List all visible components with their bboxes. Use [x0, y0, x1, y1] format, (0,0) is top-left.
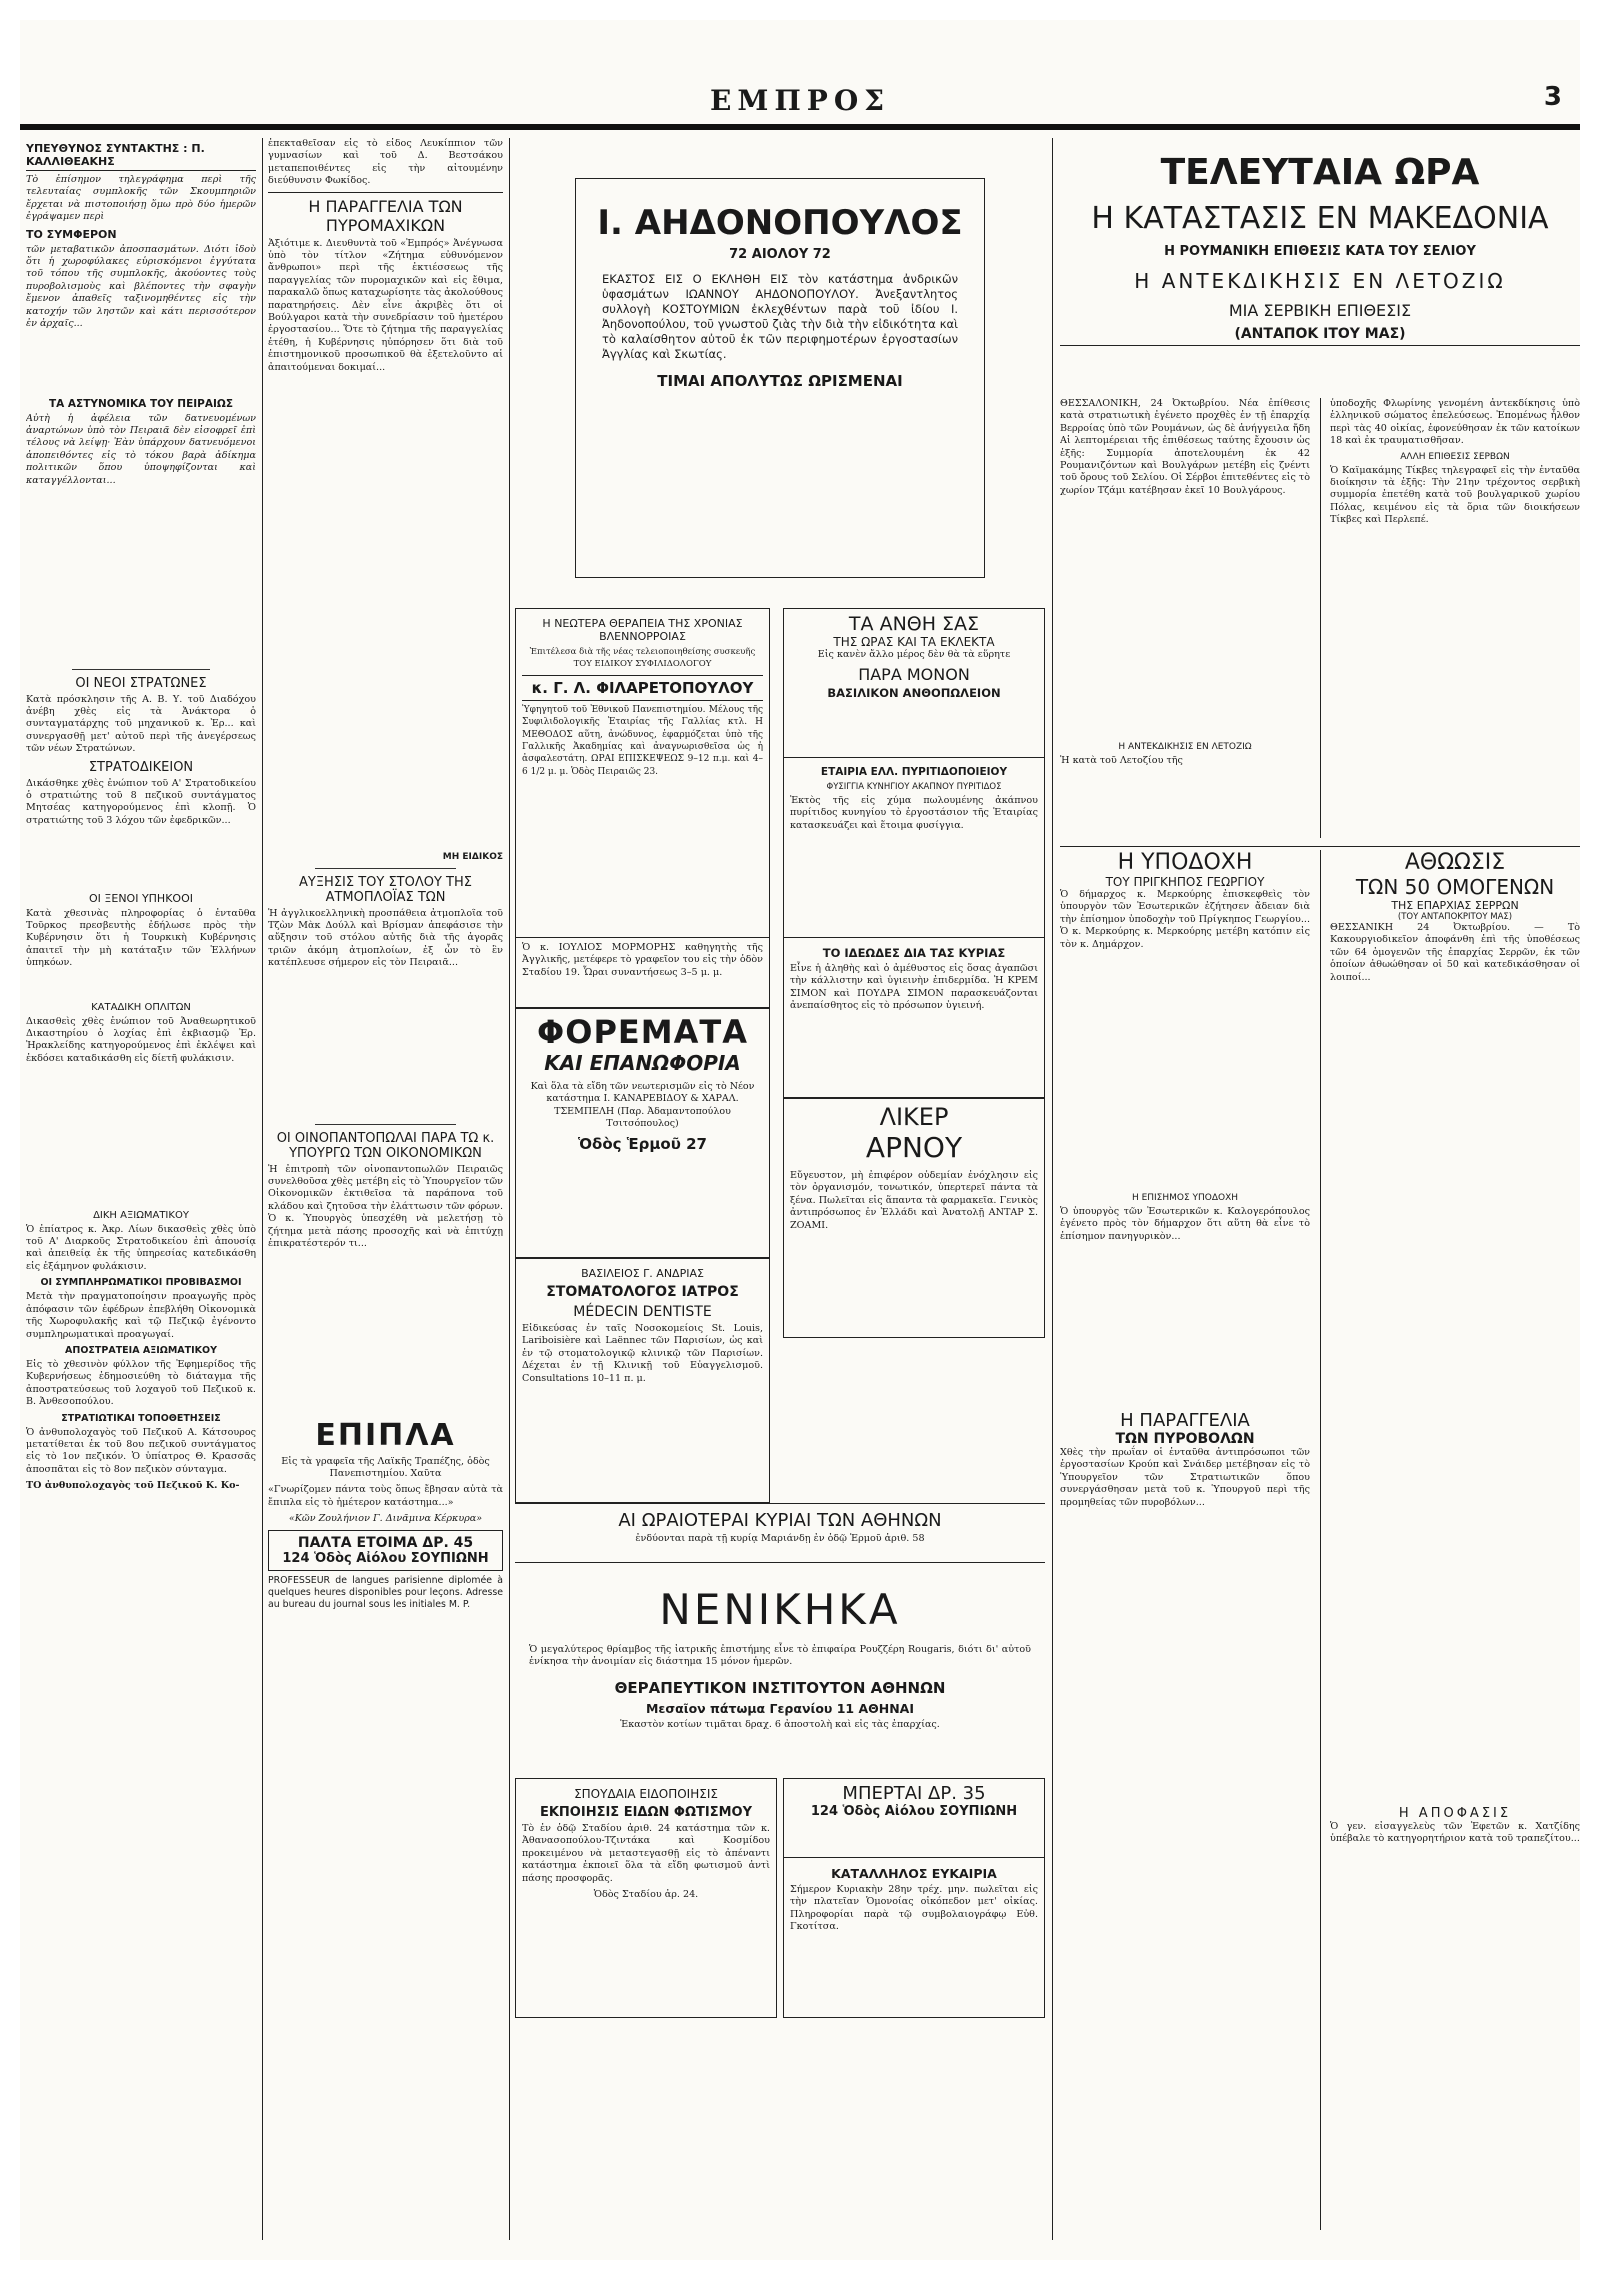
ad-katallilos [783, 1858, 1045, 2018]
article-antek-letozio: Ἡ κατὰ τοῦ Λετοζίου τῆς [1060, 755, 1183, 766]
headline-symferon: ΤΟ ΣΥΜΦΕΡΟΝ [26, 227, 117, 241]
column-2 [268, 138, 503, 2240]
ad-epipla-sub: Εἰς τὰ γραφεῖα τῆς Λαϊκῆς Τραπέζης, ὁδὸς Πανεπιστημίου. Χαῦτα [281, 1455, 490, 1480]
ad-palta-address: 124 Ὁδὸς Αἰόλου ΣΟΥΠΙΩΝΗ [282, 1550, 489, 1566]
article-stratodikeion: Δικάσθηκε χθὲς ἐνώπιον τοῦ Α' Στρατοδικείου ὁ στρατιώτης τοῦ 8 πεζικοῦ συντάγματος Μητσέας κατηγορούμενος ἐπὶ κλοπῇ. Ὁ στρατιώτης τοῦ 3 λόχου τῶν ἐφεδρικῶν... [26, 777, 256, 826]
col4-right-subcolumn [1330, 398, 1580, 838]
ad-anthi-only: ΠΑΡΑ ΜΟΝΟΝ [858, 665, 970, 685]
ad-mpertai-title: ΜΠΕΡΤΑΙ ΔΡ. 35 [842, 1783, 986, 1804]
ad-etaireia-text: Ἐκτὸς τῆς εἰς χύμα πωλουμένης ἀκάπνου πυρίτιδος κυνηγίου τὸ ἐργοστάσιον τῆς Ἑταιρίας κατασκευάζει καὶ ἕτοιμα φυσίγγια. [790, 795, 1038, 831]
headline-athoosis-sub2: ΤΗΣ ΕΠΑΡΧΙΑΣ ΣΕΡΡΩΝ [1391, 899, 1519, 912]
ad-professeur: PROFESSEUR de langues parisienne diplomée à quelques heures disponibles pour leçons. Adresse au bureau du journal sous les initiales M. P. [268, 1574, 503, 1611]
headline-alli-epithesis: ΑΛΛΗ ΕΠΙΘΕΣΙΣ ΣΕΡΒΩΝ [1400, 451, 1510, 462]
headline-athoosis-sub: ΤΩΝ 50 ΟΜΟΓΕΝΩΝ [1355, 875, 1555, 899]
ad-adonopoulos-title: Ι. ΑΗΔΟΝΟΠΟΥΛΟΣ [597, 203, 963, 243]
article-thessaloniki: ΘΕΣΣΑΛΟΝΙΚΗ, 24 Ὀκτωβρίου. Νέα ἐπίθεσις κατὰ στρατιωτικὴ ἐγένετο προχθὲς ἐν τῇ ἐπαρχίᾳ Βερροίας ὑπὸ τῶν Ρουμάνων, ὡς δὲ ἀνήγγειλα ἤδη Αἱ λεπτομέρειαι τῆς ἐπιθέσεως ταύτης ἔχουσιν ὡς ἑξῆς: Συμμορία ἀποτελουμένη ἐκ 42 Ρουμανιζόντων καὶ Βουλγάρων μετέβη εἰς ζνέντι τοῦ ὄρους τοῦ Σελίου. Οἱ Σέρβοι ἐπιτεθέντες εἰς τὸ χωρίον Τζάμι κατέβησαν ἐκεῖ 10 Βουλγάρους. [1060, 398, 1310, 496]
ad-adonopoulos-prices: ΤΙΜΑΙ ΑΠΟΛΥΤΩΣ ΩΡΙΣΜΕΝΑΙ [657, 372, 903, 390]
ad-andrias-title: ΣΤΟΜΑΤΟΛΟΓΟΣ ΙΑΤΡΟΣ [546, 1284, 739, 1300]
column-rule [509, 138, 510, 2240]
headline-episimos-ypodochi: Η ΕΠΙΣΗΜΟΣ ΥΠΟΔΟΧΗ [1131, 1193, 1239, 1203]
ad-foremata-text: Καὶ ὅλα τὰ εἴδη τῶν νεωτερισμῶν εἰς τὸ Νέον κατάστημα Ι. ΚΑΝΑΡΕΒΙΔΟΥ & ΧΑΡΑΛ. ΤΣΕΜΠΕΛΗ (Παρ. Ἀδαμαντοπούλου Τσιτσόπουλος) [530, 1081, 755, 1130]
ad-adonopoulos [575, 178, 985, 578]
ad-etaireia-sub: ΦΥΣΙΓΓΙΑ ΚΥΝΗΓΙΟΥ ΑΚΑΠΝΟΥ ΠΥΡΙΤΙΔΟΣ [826, 782, 1002, 792]
headline-serviki-epithesis: ΜΙΑ ΣΕΡΒΙΚΗ ΕΠΙΘΕΣΙΣ [1228, 301, 1412, 320]
ad-spoudaia-address: Ὁδὸς Σταδίου ἀρ. 24. [593, 1889, 699, 1901]
divider [1060, 846, 1580, 847]
ad-anthi-text: Εἰς κανὲν ἄλλο μέρος δὲν θὰ τὰ εὕρητε [817, 649, 1011, 660]
ad-epipla-title: ΕΠΙΠΛΑ [315, 1417, 456, 1453]
ad-liker-text: Εὔγευστον, μὴ ἐπιφέρον οὐδεμίαν ἐνόχλησιν εἰς τὸν ὀργανισμόν, τονωτικόν, ὑπερτερεῖ πάντα τὰ ξένα. Πωλεῖται εἰς ἅπαντα τὰ φαρμακεῖα. Γενικὸς ἀντιπρόσωπος ἐν Ἑλλάδι καὶ Ἀνατολῇ ΑΝΤΑΡ Σ. ΖΟΑΜΙ. [790, 1170, 1038, 1231]
ad-liker-brand: ΑΡΝΟΥ [865, 1131, 963, 1164]
ad-nenikika [515, 1563, 1045, 1763]
ad-katallilos-text: Σήμερον Κυριακὴν 28ην τρέχ. μην. πωλεῖται εἰς τὴν πλατεῖαν Ὁμονοίας οἰκόπεδον μετ' οἰκίας. Πληροφορίαι παρὰ τῷ συμβολαιογράφῳ Εὐθ. Γκοτίτσα. [790, 1884, 1038, 1933]
top-paragraph: ἐπεκταθεῖσαν εἰς τὸ εἶδος Λευκίππιον τῶν γυμνασίων καὶ τοῦ Δ. Βεστσάκου μεταπεποιθέντες εἰς τὴν αἰτουμένην διεύθυνσιν Φωκίδος. [268, 138, 503, 187]
column-3 [515, 138, 1045, 2240]
ad-nenikika-address: Μεσαῖον πάτωμα Γερανίου 11 ΑΘΗΝΑΙ [645, 1700, 915, 1716]
headline-athoosis: ΑΘΩΩΣΙΣ [1404, 850, 1506, 875]
article-alli-epithesis: Ὁ Καϊμακάμης Τίκβες τηλεγραφεῖ εἰς τὴν ἐνταῦθα διοίκησιν τὰ ἑξῆς: Τὴν 21ην τρέχοντος σερβικὴ συμμορία ἐπετέθη κατὰ τοῦ βουλγαρικοῦ χωρίου Πόλας, κειμένου εἰς τὰ ὅρια τῶν διοικήσεων Τίκβες καὶ Περλεπέ. [1330, 464, 1580, 526]
article-axiomatikou: Ὁ ἐπίατρος κ. Ἀκρ. Λίων δικασθεὶς χθὲς ὑπὸ τοῦ Α' Διαρκοῦς Στρατοδικείου ἐπὶ ἀπουσίᾳ καὶ ἀπειθείᾳ ἐκ τῆς ὑπηρεσίας κατεδικάσθη εἰς ἐξάμηνον φυλάκισιν. [26, 1223, 256, 1272]
ad-liker-title: ΛΙΚΕΡ [879, 1103, 949, 1131]
ad-therapeia-doctor: κ. Γ. Λ. ΦΙΛΑΡΕΤΟΠΟΥΛΟΥ [522, 675, 763, 701]
editor-line: ΥΠΕΥΘΥΝΟΣ ΣΥΝΤΑΚΤΗΣ : Π. ΚΑΛΛΙΘΕΑΚΗΣ [26, 142, 256, 171]
headline-topothetiseis: ΣΤΡΑΤΙΩΤΙΚΑΙ ΤΟΠΟΘΕΤΗΣΕΙΣ [61, 1412, 221, 1424]
headline-paraggelia-pyromaxikon: Η ΠΑΡΑΓΓΕΛΙΑ ΤΩΝ ΠΥΡΟΜΑΧΙΚΩΝ [268, 192, 503, 235]
divider [315, 868, 456, 869]
article-topothetiseis: Ὁ ἀνθυπολοχαγὸς τοῦ Πεζικοῦ Α. Κάτσουρος μετατίθεται ἐκ τοῦ 8ου πεζικοῦ συντάγματος εἰς τὸ 1ον πεζικόν. Ὁ ὑπίατρος Θ. Κρασσᾶς ἀποσπᾶται εἰς τὸ 8ον πεζικὸν σύνταγμα. [26, 1426, 256, 1475]
ad-nenikika-institute: ΘΕΡΑΠΕΥΤΙΚΟΝ ΙΝΣΤΙΤΟΥΤΟΝ ΑΘΗΝΩΝ [614, 1678, 946, 1697]
headline-ypodochi-sub: ΤΟΥ ΠΡΙΓΚΗΠΟΣ ΓΕΩΡΓΙΟΥ [1105, 875, 1265, 889]
headline-axiomatikou: ΔΙΚΗ ΑΞΙΩΜΑΤΙΚΟΥ [93, 1209, 189, 1221]
article-ypodochi: Ὁ δήμαρχος κ. Μερκούρης ἐπισκεφθεὶς τὸν ὑπουργὸν τῶν Ἐσωτερικῶν ἐζήτησεν ἄδειαν διὰ τὴν ἐπίσημον ὑποδοχὴν τοῦ Πρίγκηπος Γεωργίου... Ὁ κ. Μερκούρης κ. Μερκούρης μετέβη κατόπιν εἰς τὸν κ. Δημάρχον. [1060, 889, 1310, 950]
headline-neoi-stratones: ΟΙ ΝΕΟΙ ΣΤΡΑΤΩΝΕΣ [75, 675, 207, 691]
divider [315, 1124, 456, 1125]
headline-oinopantopolai: ΟΙ ΟΙΝΟΠΑΝΤΟΠΩΛΑΙ ΠΑΡΑ ΤΩ κ. ΥΠΟΥΡΓΩ ΤΩΝ ΟΙΚΟΝΟΜΙΚΩΝ [276, 1130, 495, 1161]
article-neoi-stratones: Κατὰ πρόσκλησιν τῆς Α. Β. Υ. τοῦ Διαδόχου ἀνέβη χθὲς εἰς τὰ Ἀνάκτορα ὁ συνταγματάρχης τοῦ μηχανικοῦ κ. Ἐρ... καὶ συνεργασθῇ μετ' αὐτοῦ περὶ τῆς ἀνεγέρσεως τῶν νέων Στρατώνων. [26, 693, 256, 755]
ad-spoudaia-title: ΣΠΟΥΔΑΙΑ ΕΙΔΟΠΟΙΗΣΙΣ [574, 1787, 718, 1801]
headline-paraggelia-pyrovolon: Η ΠΑΡΑΓΓΕΛΙΑ [1120, 1410, 1250, 1431]
ad-andrias-text: Εἰδικεύσας ἐν ταῖς Νοσοκομείοις St. Louis, Lariboisière καὶ Laënnec τῶν Παρισίων, ὡς καὶ ἐν τῷ στοματολογικῷ κλινικῷ τῶν Παρισίων. Δέχεται ἐν τῇ Κλινικῇ τοῦ Εὐαγγελισμοῦ. Consultations 10–11 π. μ. [522, 1323, 763, 1384]
ad-anthi [783, 608, 1045, 758]
headline-symplirom: ΟΙ ΣΥΜΠΛΗΡΩΜΑΤΙΚΟΙ ΠΡΟΒΙΒΑΣΜΟΙ [40, 1277, 242, 1289]
ad-etaireia-title: ΕΤΑΙΡΙΑ ΕΛΛ. ΠΥΡΙΤΙΔΟΠΟΙΕΙΟΥ [820, 766, 1008, 778]
ad-nenikika-note: Ἑκαστὸν κοτίων τιμᾶται δραχ. 6 ἀποστολὴ καὶ εἰς τὰς ἐπαρχίας. [620, 1718, 940, 1730]
ad-andrias-fr: MÉDECIN DENTISTE [573, 1304, 712, 1320]
ad-ideodes-text: Εἶνε ἡ ἀληθὴς καὶ ὁ ἀμέθυστος εἰς ὅσας ἀγαπῶσι τὴν κάλλιστην καὶ ὑγιεινὴν ἐπιδερμίδα. Ἡ ΚΡΕΜ ΣΙΜΟΝ καὶ ΠΟΥΔΡΑ ΣΙΜΟΝ παρασκευάζονται ἀνεπαίσθητος εἰς τὸ πρόσωπον ὑγιεινή. [790, 963, 1038, 1012]
subcolumn-rule [1320, 398, 1321, 838]
ad-adonopoulos-address: 72 ΑΙΟΛΟΥ 72 [729, 247, 831, 262]
ad-nenikika-text: Ὁ μεγαλύτερος θρίαμβος τῆς ἰατρικῆς ἐπιστήμης εἶνε τὸ ἐπιφαίρα Ρουζζέρη Rougaris, διότι δι' αὐτοῦ ἐνίκησα τὴν ἀνοιμίαν εἰς διάστημα 15 μόνον ἡμερῶν. [529, 1644, 1031, 1668]
ad-palta [268, 1530, 503, 1571]
correspondent-label: (ΑΝΤΑΠΟΚ ΙΤΟΥ ΜΑΣ) [1060, 326, 1580, 346]
newspaper-page [20, 20, 1580, 2260]
headline-stratodikeion: ΣΤΡΑΤΟΔΙΚΕΙΟΝ [88, 759, 194, 775]
column-1 [26, 138, 256, 2240]
correspondent-label-2: (ΤΟΥ ΑΝΤΑΠΟΚΡΙΤΟΥ ΜΑΣ) [1397, 912, 1513, 922]
ad-katallilos-title: ΚΑΤΑΛΛΗΛΟΣ ΕΥΚΑΙΡΙΑ [831, 1866, 997, 1881]
ad-spoudaia [515, 1778, 777, 2018]
ad-therapeia-text: Ὑφηγητοῦ τοῦ Ἐθνικοῦ Πανεπιστημίου. Μέλους τῆς Συφιλιδολογικῆς Ἑταιρίας τῆς Γαλλίας κτλ. Η ΜΕΘΟΔΟΣ αὕτη, ἀνώδυνος, ἐφαρμόζεται ὑπὸ τῆς Γαλλικῆς Ἀκαδημίας καὶ ἀναγνωρισθεῖσα ὡς ἡ ἀσφαλεστάτη. ΩΡΑΙ ΕΠΙΣΚΕΨΕΩΣ 9–12 π.μ. καὶ 4–6 1/2 μ. μ. Ὁδὸς Πειραιῶς 23. [522, 704, 763, 777]
ad-spoudaia-sub: ΕΚΠΟΙΗΣΙΣ ΕΙΔΩΝ ΦΩΤΙΣΜΟΥ [539, 1805, 753, 1820]
ad-spoudaia-text: Τὸ ἐν ὁδῷ Σταδίου ἀριθ. 24 κατάστημα τῶν κ. Ἀθανασοπούλου-Τζιντάκα καὶ Κοσμίδου προκειμένου νὰ μεταστεγασθῇ εἰς τὸ ἀπέναντι κατάστημα ἐκποιεῖ ὅλα τὰ εἴδη φωτισμοῦ ἀντὶ πάσης προσφορᾶς. [522, 1823, 770, 1884]
ad-ideodes [783, 938, 1045, 1098]
article-katadiki: Δικασθεὶς χθὲς ἐνώπιον τοῦ Ἀναθεωρητικοῦ Δικαστηρίου ὁ λοχίας ἐπὶ ἐκβιασμῷ Ἐρ. Ἠρακλείδης κατηγορούμενος ἐπὶ ἐκλέψει καὶ ἐκδόσει καταδικάσθη εἰς δίετῆ φυλάκισιν. [26, 1015, 256, 1064]
article-xenoi: Κατὰ χθεσινὰς πληροφορίας ὁ ἐνταῦθα Τοῦρκος πρεσβευτὴς ἐδήλωσε πρὸς τὴν Κυβέρνησιν ὅτι ἡ Τουρκικὴ Κυβέρνησις ἀπαιτεῖ τὴν μὴ κατάταξιν τῶν Ἑλλήνων ὑπηκόων. [26, 907, 256, 969]
signature-mi-eidikos: ΜΗ ΕΙΔΙΚΟΣ [442, 851, 503, 862]
ad-palta-title: ΠΑΛΤΑ ΕΤΟΙΜΑ ΔΡ. 45 [297, 1534, 474, 1551]
ad-ideodes-title: ΤΟ ΙΔΕΩΔΕΣ ΔΙΑ ΤΑΣ ΚΥΡΙΑΣ [822, 946, 1006, 960]
headline-apostrateia: ΑΠΟΣΤΡΑΤΕΙΑ ΑΞΙΩΜΑΤΙΚΟΥ [65, 1344, 217, 1356]
headline-antek-letozio: Η ΑΝΤΕΚΔΙΚΗΣΙΣ ΕΝ ΛΕΤΟΖΙΩ [1118, 742, 1252, 752]
intro-paragraph: Τὸ ἐπίσημον τηλεγράφημα περὶ τῆς τελευταίας συμπλοκῆς τῶν Σκουμπηριῶν ἔρχεται νὰ πιστοποιήσῃ ὅμω πρὸ δύο ἡμερῶν ἐγράψαμεν περὶ [26, 174, 256, 223]
ad-andrias [515, 1258, 770, 1503]
col4-lower-left [1060, 850, 1310, 2230]
article-florina: ὑποδοχῆς Φλωρίνης γενομένη ἀντεκδίκησις ὑπὸ ἑλληνικοῦ σώματος ἐπελεύσεως. Ἐπομένως ἦλθον περὶ τὰς 40 οἰκίας, ἐφονεύθησαν ἐκ τῶν κατοίκων 18 καὶ ἐκ τραυματισθῆσαν. [1330, 398, 1580, 447]
headline-roumaniki-epithesis: Η ΡΟΥΜΑΝΙΚΗ ΕΠΙΘΕΣΙΣ ΚΑΤΑ ΤΟΥ ΣΕΛΙΟΥ [1164, 244, 1476, 259]
col4-left-subcolumn [1060, 398, 1310, 838]
ad-mpertai [783, 1778, 1045, 1858]
headline-astynomika: ΤΑ ΑΣΤΥΝΟΜΙΚΑ ΤΟΥ ΠΕΙΡΑΙΩΣ [48, 397, 234, 410]
ad-mpertai-address: 124 Ὁδὸς Αἰόλου ΣΟΥΠΙΩΝΗ [810, 1804, 1018, 1819]
ad-foremata-title: ΦΟΡΕΜΑΤΑ [537, 1013, 748, 1051]
article-symplirom: Μετὰ τὴν πραγματοποίησιν προαγωγῆς πρὸς ἀπόφασιν τῶν ἐφέδρων ἐπεβλήθη Οἰκονομικὰ τῆς Χωροφυλακῆς καὶ τῷ Πεζικῷ ἐγένοντο συμπληρωματικαὶ προαγωγαί. [26, 1291, 256, 1340]
ad-anthi-store: ΒΑΣΙΛΙΚΟΝ ΑΝΘΟΠΩΛΕΙΟΝ [827, 686, 1001, 701]
headline-antekdikisis: Η ΑΝΤΕΚΔΙΚΗΣΙΣ ΕΝ ΛΕΤΟΖΙΩ [1134, 269, 1506, 293]
headline-afxisis-stolou: ΑΥΞΗΣΙΣ ΤΟΥ ΣΤΟΛΟΥ ΤΗΣ ΑΤΜΟΠΛΟΪΑΣ ΤΩΝ [299, 874, 472, 905]
article-symferon: τῶν μεταβατικῶν ἀποσπασμάτων. Διότι ἰδοὺ ὅτι ἡ χωροφύλακες εὑρισκόμενοι ἐγγύτατα τοῦ τόπου τῆς συμπλοκῆς, ἀκούοντες τοὺς πυροβολισμοὺς καὶ βλέποντες τὴν σφαγὴν ἔμενον ἀπαθεῖς ταξινομηθέντες εἰς τὴν κατοχήν τῶν ληστῶν καὶ κάτι περισσότερον ἐν ἀρχαῖς... [26, 243, 256, 330]
ad-therapeia-sub: Ἐπιτέλεσα διὰ τῆς νέας τελειοποιηθείσης συσκευῆς ΤΟΥ ΕΙΔΙΚΟΥ ΣΥΦΙΛΙΔΟΛΟΓΟΥ [529, 647, 756, 670]
article-paraggelia-pyrovolon: Χθὲς τὴν πρωΐαν οἱ ἐνταῦθα ἀντιπρόσωποι τῶν ἐργοστασίων Κρούπ καὶ Σνάιδερ μετέβησαν εἰς τὸ Ὑπουργεῖον τῶν Στρατιωτικῶν ὅπου συνεργάσθησαν μετὰ τοῦ κ. Ὑπουργοῦ περὶ τῆς προμηθείας τῶν πυροβόλων... [1060, 1447, 1310, 1508]
ad-oraioterai [515, 1503, 1045, 1563]
headline-katastasis-makedonia: Η ΚΑΤΑΣΤΑΣΙΣ ΕΝ ΜΑΚΕΔΟΝΙΑ [1091, 201, 1549, 236]
headline-teleftaia-ora: ΤΕΛΕΥΤΑΙΑ ΩΡΑ [1160, 152, 1480, 193]
ad-oraioterai-text: ἐνδύονται παρὰ τῇ κυρίᾳ Μαριάνδῃ ἐν ὁδῷ Ἑρμοῦ ἀριθ. 58 [635, 1533, 925, 1544]
column-4 [1060, 138, 1580, 2240]
footer-line: ΤΟ ἀνθυπολοχαγὸς τοῦ Πεζικοῦ Κ. Κο- [26, 1480, 240, 1492]
ad-anthi-sub: ΤΗΣ ΩΡΑΣ ΚΑΙ ΤΑ ΕΚΛΕΚΤΑ [833, 635, 995, 649]
article-apofasis: Ὁ γεν. εἰσαγγελεὺς τῶν Ἐφετῶν κ. Χατζίδης ὑπέβαλε τὸ κατηγορητήριον κατὰ τοῦ τραπεζίτου... [1330, 1821, 1580, 1845]
column-rule [1052, 138, 1053, 2240]
newspaper-title: ΕΜΠΡΟΣ [709, 84, 891, 117]
article-astynomika: Αὐτὴ ἡ ἀφέλεια τῶν δατνευομένων ἀναρτώνων ὑπὸ τὸν Πειραιᾶ δὲν εἰσοφρεῖ ἐπὶ τέλους νὰ λείψῃ· Ἐὰν ὑπάρχουν δατνευόμενοι ἀποπειθόντες εἰς τὸ τόκου βαρὰ ἀδίκημα πολιτικῶν ὅπου ὑποψηφίζονται καὶ καταγγέλλονται... [26, 412, 256, 486]
ad-etaireia [783, 758, 1045, 938]
ad-nenikika-title: ΝΕΝΙΚΗΚΑ [659, 1585, 901, 1634]
column-rule [262, 138, 263, 2240]
subcolumn-rule [1320, 850, 1321, 2230]
article-afxisis: Ἡ ἀγγλικοελληνικὴ προσπάθεια ἀτμοπλοΐα τοῦ Τζὼν Μὰκ Δούλλ καὶ Βρίσμαν ἀπεφάσισε τὴν αὔξησιν τοῦ στόλου αὐτῆς διὰ τῆς ἀγορᾶς τριῶν ἀκόμη ἀτμοπλοίων, ἐξ ὧν τὸ ἓν κατέπλευσε σήμερον εἰς τὸν Πειραιᾶ... [268, 907, 503, 969]
masthead [20, 84, 1580, 130]
article-apostrateia: Εἰς τὸ χθεσινὸν φύλλον τῆς Ἐφημερίδος τῆς Κυβερνήσεως ἐδημοσιεύθη τὸ διάταγμα τῆς ἀποστρατεύσεως τοῦ λοχαγοῦ τοῦ Πεζικοῦ κ. Β. Ἀνθεσοπούλου. [26, 1358, 256, 1408]
article-athoosis: ΘΕΣΣΑΝΙΚΗ 24 Ὀκτωβρίου. — Τὸ Κακουργιοδικεῖον ἀποφάνθη ἐπὶ τῆς ὑποθέσεως τῶν 64 ὁμογενῶν τῆς ἐπαρχίας Σερρῶν, ἐκ τῶν ὁποίων ἀθωώθησαν οἱ 50 καὶ κατεδικάσθησαν οἱ λοιποί... [1330, 922, 1580, 983]
headline-paraggelia-pyrovolon-sub: ΤΩΝ ΠΥΡΟΒΟΛΩΝ [1115, 1431, 1255, 1447]
article-paraggelia: Ἀξιότιμε κ. Διευθυντὰ τοῦ «Ἐμπρός» Ἀνέγνωσα ὑπὸ τὸν τίτλον «Ζήτημα εὐθυνόμενον ἄνθρωποι» περὶ τῆς ἐκτιέσσεως τῆς παραγγελίας τῶν πυρομαχικῶν καὶ εἰς ἔθιμα, παρακαλῶ ὅπως καταχωρίσητε τὰς ἀκολούθους παρατηρήσεις. Δὲν εἶνε ἀκριβὲς ὅτι οἱ Βούλγαροι κατὰ τὴν συνεδρίασιν τοῦ ἠμετέρου ἐργοστασίου... Ὅτε τὸ ζήτημα τῆς παραγγελίας ἐτέθη, ἡ Κυβέρνησις ηὐπόρησεν ὅτι διὰ τοῦ ἐπιστημονικοῦ προσωπικοῦ θὰ ἐξετελοῦντο αἱ ἀπαιτούμεναι δοκιμαί... [268, 237, 503, 373]
ad-andrias-name: ΒΑΣΙΛΕΙΟΣ Γ. ΑΝΔΡΙΑΣ [581, 1267, 704, 1280]
ad-epipla-sign: «Κῶν Ζουλήνιον Γ. Δινᾶμινα Κέρκυρα» [288, 1513, 483, 1525]
ad-neotera-therapeia [515, 608, 770, 938]
col4-lower-right [1330, 850, 1580, 2230]
headline-ypodochi: Η ΥΠΟΔΟΧΗ [1117, 850, 1253, 875]
ad-therapeia-title: Η ΝΕΩΤΕΡΑ ΘΕΡΑΠΕΙΑ ΤΗΣ ΧΡΟΝΙΑΣ ΒΛΕΝΝΟΡΡΟΙΑΣ [542, 617, 743, 643]
headline-katadiki: ΚΑΤΑΔΙΚΗ ΟΠΛΙΤΩΝ [91, 1001, 191, 1013]
article-episimos: Ὁ ὑπουργὸς τῶν Ἐσωτερικῶν κ. Καλογερόπουλος ἐγένετο πρὸς τὸν δήμαρχον ὅτι αὕτη θὰ εἶνε τὸ ἐπίσημον πανηγυρικὸν... [1060, 1206, 1310, 1242]
headline-xenoi: ΟΙ ΞΕΝΟΙ ΥΠΗΚΟΟΙ [89, 891, 193, 905]
ad-ioulios-text: Ὁ κ. ΙΟΥΛΙΟΣ ΜΟΡΜΟΡΗΣ καθηγητὴς τῆς Ἀγγλικῆς, μετέφερε τὸ γραφεῖον του εἰς τὴν ὁδὸν Σταδίου 19. Ὧραι συναντήσεως 3–5 μ. μ. [522, 942, 763, 978]
ad-oraioterai-title: ΑΙ ΩΡΑΙΟΤΕΡΑΙ ΚΥΡΙΑΙ ΤΩΝ ΑΘΗΝΩΝ [618, 1510, 942, 1531]
ad-foremata-sub: ΚΑΙ ΕΠΑΝΩΦΟΡΙΑ [544, 1051, 741, 1075]
ad-liker [783, 1098, 1045, 1338]
ad-ioulios-mormoris [515, 938, 770, 1008]
ad-epipla-text: «Γνωρίζομεν πάντα τοὺς ὅπως ἔβησαν αὐτὰ τὰ ἔπιπλα εἰς τὸ ἡμέτερον κατάστημα...» [268, 1484, 503, 1508]
ad-foremata-address: Ὁδὸς Ἑρμοῦ 27 [578, 1134, 707, 1153]
ad-anthi-title: ΤΑ ΑΝΘΗ ΣΑΣ [848, 613, 980, 635]
ad-foremata [515, 1008, 770, 1258]
headline-apofasis: Η ΑΠΟΦΑΣΙΣ [1398, 1806, 1512, 1821]
divider [72, 669, 210, 670]
page-number: 3 [1543, 82, 1562, 112]
ad-adonopoulos-text: ΕΚΑΣΤΟΣ ΕΙΣ Ο ΕΚΛΗΘΗ ΕΙΣ τὸν κατάστημα ἀνδρικῶν ὑφασμάτων ΙΩΑΝΝΟΥ ΑΗΔΟΝΟΠΟΥΛΟΥ. Ἀνεξαντλητος συλλογὴ ΚΟΣΤΟΥΜΙΩΝ ἐκλεχθέντων παρὰ τοῦ ἰδίου Ι. Ἀηδονοπούλου, τοῦ γνωστοῦ ζιὰς τὴν διὰ τὴν εἰδικότητα καὶ τὸ καλαίσθητον αὐτοῦ ἐκ τῶν περιφημοτέρων ἐργοστασίων Ἀγγλίας καὶ Σκωτίας. [602, 272, 958, 361]
article-oinopantopolai: Ἡ ἐπιτροπὴ τῶν οἰνοπαντοπωλῶν Πειραιῶς συνελθοῦσα χθὲς μετέβη εἰς τὸ Ὑπουργεῖον τῶν Οἰκονομικῶν ἐκτιθεῖσα τὰ παράπονα τοῦ κλάδου καὶ ζητοῦσα τὴν ἐλάττωσιν τῶν φόρων. Ὁ κ. Ὑπουργὸς ὑπεσχέθη νὰ μελετήσῃ τὸ ζήτημα μετὰ πάσης προσοχῆς καὶ νὰ ἐπιτύχῃ ἐπικρατέστερόν τι... [268, 1163, 503, 1250]
